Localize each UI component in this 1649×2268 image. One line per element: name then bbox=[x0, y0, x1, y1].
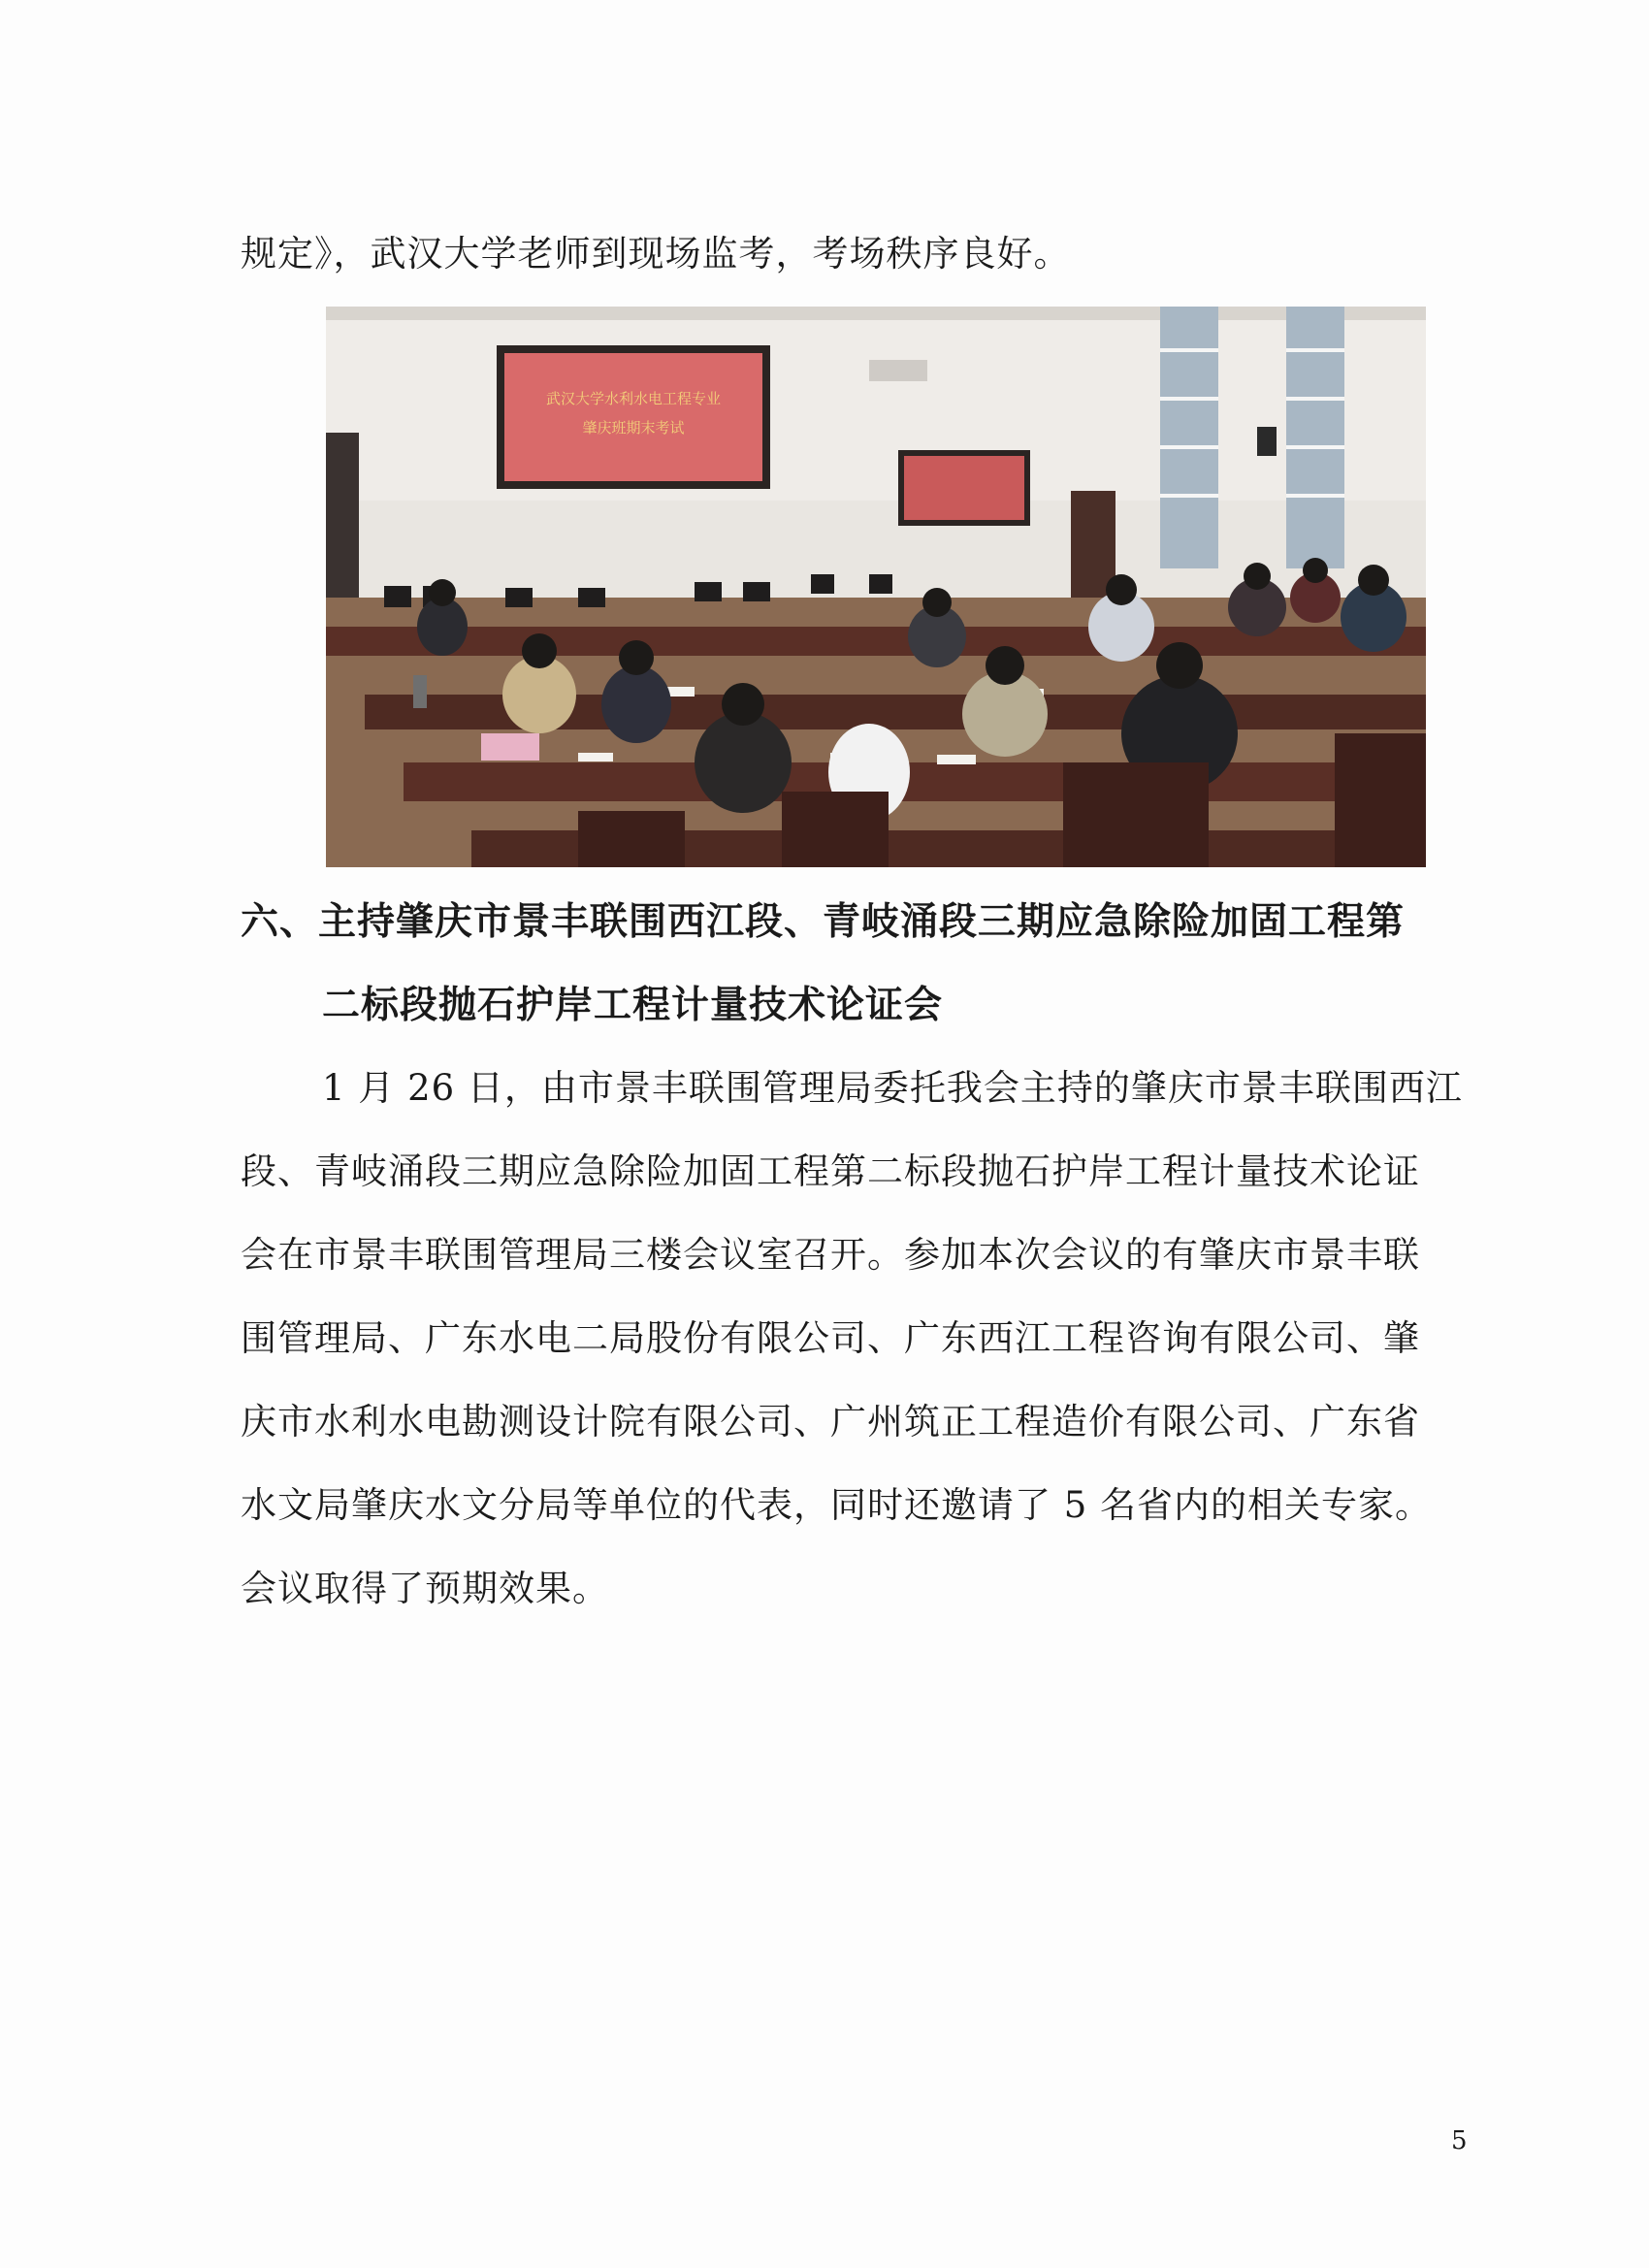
paragraph-line-3: 段、青岐涌段三期应急除险加固工程第二标段抛石护岸工程计量技术论证 bbox=[241, 1150, 1420, 1192]
paragraph-line-8: 会议取得了预期效果。 bbox=[241, 1568, 609, 1609]
projector bbox=[869, 360, 927, 381]
paragraph-line-1: 规定》，武汉大学老师到现场监考，考场秩序良好。 bbox=[241, 233, 1071, 275]
paragraph-line-5: 围管理局、广东水电二局股份有限公司、广东西江工程咨询有限公司、肇 bbox=[241, 1317, 1420, 1359]
exam-room-photo bbox=[326, 307, 1426, 867]
section-heading-line-2: 二标段抛石护岸工程计量技术论证会 bbox=[322, 983, 944, 1027]
name-card bbox=[481, 733, 539, 761]
exam-room-illustration bbox=[326, 307, 1426, 867]
paragraph-line-2: 1 月 26 日，由市景丰联围管理局委托我会主持的肇庆市景丰联围西江 bbox=[322, 1067, 1463, 1109]
paragraph-line-6: 庆市水利水电勘测设计院有限公司、广州筑正工程造价有限公司、广东省 bbox=[241, 1401, 1420, 1442]
section-heading-line-1: 六、主持肇庆市景丰联围西江段、青岐涌段三期应急除险加固工程第 bbox=[241, 899, 1406, 944]
paragraph-line-7: 水文局肇庆水文分局等单位的代表，同时还邀请了 5 名省内的相关专家。 bbox=[241, 1484, 1433, 1526]
page-number: 5 bbox=[1451, 2126, 1468, 2155]
screen-title-line1: 武汉大学水利水电工程专业 bbox=[545, 390, 722, 407]
desk-row-3 bbox=[404, 762, 1426, 801]
tv-screen bbox=[904, 456, 1024, 520]
paragraph-line-4: 会在市景丰联围管理局三楼会议室召开。参加本次会议的有肇庆市景丰联 bbox=[241, 1234, 1420, 1276]
projection-screen bbox=[504, 353, 762, 481]
screen-title-line2: 肇庆班期末考试 bbox=[582, 419, 685, 437]
